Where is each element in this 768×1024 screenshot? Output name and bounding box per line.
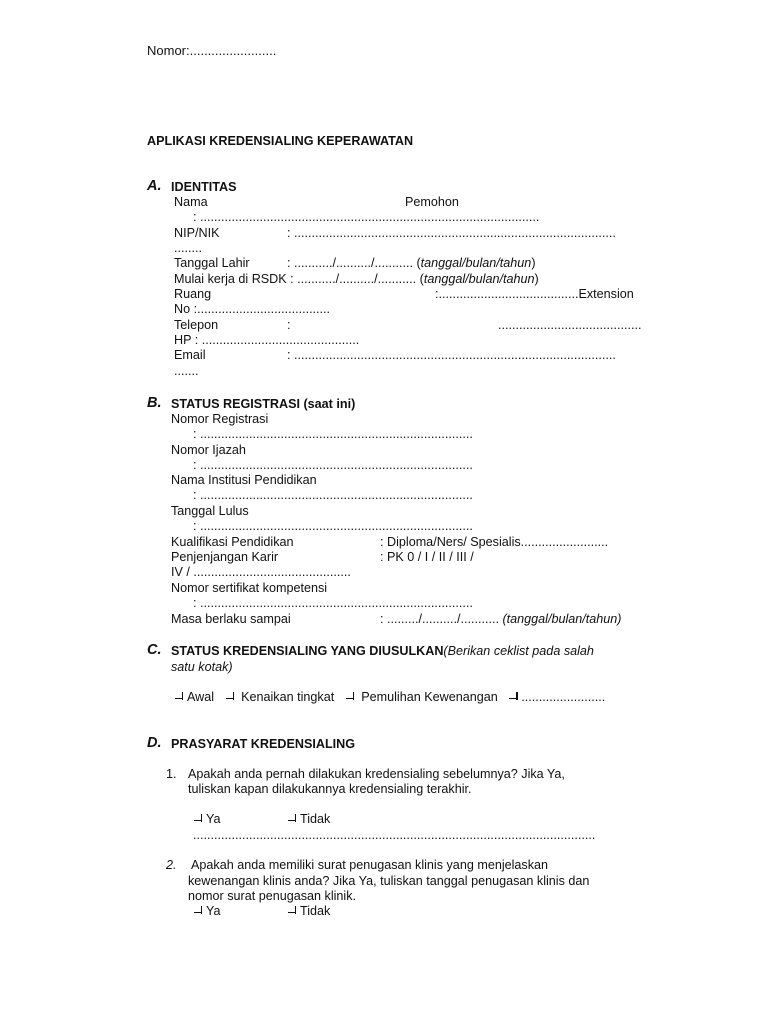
nomor-registrasi-dots: : .............................................................................. — [193, 427, 473, 441]
section-a-letter: A. — [147, 178, 162, 194]
checkbox-icon — [345, 692, 356, 701]
no-extension: No :...................................... — [174, 302, 331, 316]
institusi-label: Nama Institusi Pendidikan — [171, 473, 317, 487]
penjenjangan-label: Penjenjangan Karir — [171, 550, 279, 564]
ruang-value: :........................................Extension — [435, 287, 634, 301]
q2-line2: kewenangan klinis anda? Jika Ya, tuliskan tanggal penugasan klinis dan — [188, 874, 590, 888]
checkbox-icon — [287, 906, 298, 915]
sertifikat-dots: : .............................................................................. — [193, 596, 473, 610]
nomor-field: Nomor:........................ — [147, 43, 277, 58]
checkbox-icon — [225, 692, 236, 701]
section-b-heading: STATUS REGISTRASI (saat ini) — [171, 397, 356, 411]
sertifikat-label: Nomor sertifikat kompetensi — [171, 581, 328, 595]
mulai-kerja-label: Mulai kerja di RSDK : .........../........../........... (tanggal/bulan/tahun) — [174, 272, 539, 286]
q2-ya-option[interactable]: Ya — [193, 904, 220, 919]
telepon-label: Telepon — [174, 318, 219, 332]
q1-dots: ................................................................................................................... — [193, 828, 596, 842]
q1-line1: Apakah anda pernah dilakukan kredensialing sebelumnya? Jika Ya, — [188, 767, 565, 781]
section-b-letter: B. — [147, 395, 162, 411]
checkbox-icon — [193, 814, 204, 823]
penjenjangan-cont: IV / ............................................. — [171, 565, 351, 579]
checkbox-icon — [287, 814, 298, 823]
checkbox-icon — [193, 906, 204, 915]
masa-berlaku-value: : ........./........../........... (tanggal/bulan/tahun) — [380, 612, 622, 626]
section-c-letter: C. — [147, 642, 162, 658]
hp-field: HP : ............................................. — [174, 333, 360, 347]
option-lainnya[interactable]: ........................ — [508, 690, 605, 704]
pemohon-label: Pemohon — [405, 195, 459, 209]
email-label: Email — [174, 348, 206, 362]
q1-line2: tuliskan kapan dilakukannya kredensialing terakhir. — [188, 782, 472, 796]
q2-line3: nomor surat penugasan klinik. — [188, 889, 357, 903]
nip-value: : ............................................................................................ — [287, 226, 616, 240]
checkbox-icon — [508, 692, 519, 701]
section-c-note: satu kotak) — [171, 660, 233, 674]
section-d-letter: D. — [147, 735, 162, 751]
q2-number: 2. — [166, 858, 177, 872]
nip-cont: ........ — [174, 241, 202, 255]
nama-dots: : ................................................................................................. — [193, 210, 540, 224]
q1-ya-option[interactable]: Ya — [193, 812, 220, 827]
section-a-heading: IDENTITAS — [171, 180, 237, 194]
nomor-registrasi-label: Nomor Registrasi — [171, 412, 269, 426]
tgl-lahir-value: : .........../........../........... (tanggal/bulan/tahun) — [287, 256, 536, 270]
masa-berlaku-label: Masa berlaku sampai — [171, 612, 291, 626]
status-options — [174, 690, 605, 705]
email-cont: ....... — [174, 364, 199, 378]
q1-tidak-option[interactable]: Tidak — [287, 812, 330, 827]
ruang-label: Ruang — [174, 287, 212, 301]
telepon-colon: : — [287, 318, 291, 332]
option-pemulihan-kewenangan[interactable]: Pemulihan Kewenangan — [345, 690, 498, 704]
section-c-heading: STATUS KREDENSIALING YANG DIUSULKAN(Berikan ceklist pada salah — [171, 644, 594, 658]
email-value: : ............................................................................................ — [287, 348, 616, 362]
checkbox-icon — [174, 692, 185, 701]
section-d-heading: PRASYARAT KREDENSIALING — [171, 737, 356, 751]
option-kenaikan-tingkat[interactable]: Kenaikan tingkat — [225, 690, 335, 704]
tgl-lahir-label: Tanggal Lahir — [174, 256, 250, 270]
penjenjangan-value: : PK 0 / I / II / III / — [380, 550, 474, 564]
nama-label: Nama — [174, 195, 208, 209]
tanggal-lulus-dots: : .............................................................................. — [193, 519, 473, 533]
document-title: APLIKASI KREDENSIALING KEPERAWATAN — [147, 134, 414, 148]
q1-number: 1. — [166, 767, 177, 781]
institusi-dots: : .............................................................................. — [193, 488, 473, 502]
tanggal-lulus-label: Tanggal Lulus — [171, 504, 249, 518]
nip-label: NIP/NIK — [174, 226, 220, 240]
q2-tidak-option[interactable]: Tidak — [287, 904, 330, 919]
nomor-ijazah-label: Nomor Ijazah — [171, 443, 246, 457]
nomor-ijazah-dots: : .............................................................................. — [193, 458, 473, 472]
telepon-dots: ......................................... — [498, 318, 642, 332]
option-awal[interactable]: Awal — [174, 690, 214, 704]
q2-line1: Apakah anda memiliki surat penugasan klinis yang menjelaskan — [191, 858, 549, 872]
kualifikasi-label: Kualifikasi Pendidikan — [171, 535, 294, 549]
kualifikasi-value: : Diploma/Ners/ Spesialis......................... — [380, 535, 609, 549]
